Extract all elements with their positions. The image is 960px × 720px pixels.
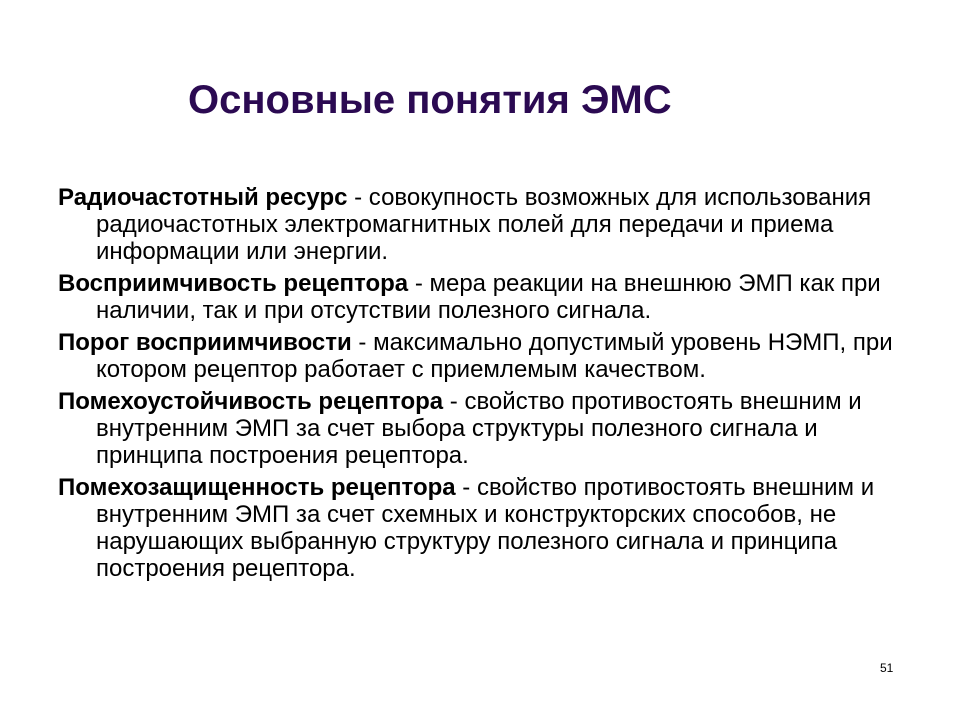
definition-term: Помехоустойчивость рецептора [58, 388, 444, 415]
definition-text: - максимально допустимый уровень НЭМП, при котором рецептор работает с приемлемым качеством. [96, 329, 893, 383]
definition-receptor-noise-immunity [58, 388, 898, 469]
definition-text: - совокупность возможных для использования радиочастотных электромагнитных полей для передачи и приема информации или энергии. [96, 184, 872, 265]
definition-text: - свойство противостоять внешним и внутренним ЭМП за счет выбора структуры полезного сигнала и принципа построения рецептора. [96, 388, 862, 469]
definition-susceptibility-threshold [58, 329, 898, 383]
definition-term: Помехозащищенность рецептора [58, 474, 456, 501]
definition-radio-frequency-resource [58, 184, 898, 265]
definition-term: Порог восприимчивости [58, 329, 352, 356]
definition-term: Радиочастотный ресурс [58, 184, 348, 211]
page-number: 51 [880, 661, 894, 675]
definitions-list [58, 184, 898, 587]
slide-title: Основные понятия ЭМС [188, 78, 672, 122]
definition-text: - мера реакции на внешнюю ЭМП как при наличии, так и при отсутствии полезного сигнала. [96, 270, 881, 324]
definition-term: Восприимчивость рецептора [58, 270, 409, 297]
definition-receptor-susceptibility [58, 270, 898, 324]
definition-receptor-noise-protection [58, 474, 898, 582]
definition-text: - свойство противостоять внешним и внутренним ЭМП за счет схемных и конструкторских способов, не нарушающих выбранную структуру полезного сигнала и принципа построения рецептора. [96, 474, 875, 582]
